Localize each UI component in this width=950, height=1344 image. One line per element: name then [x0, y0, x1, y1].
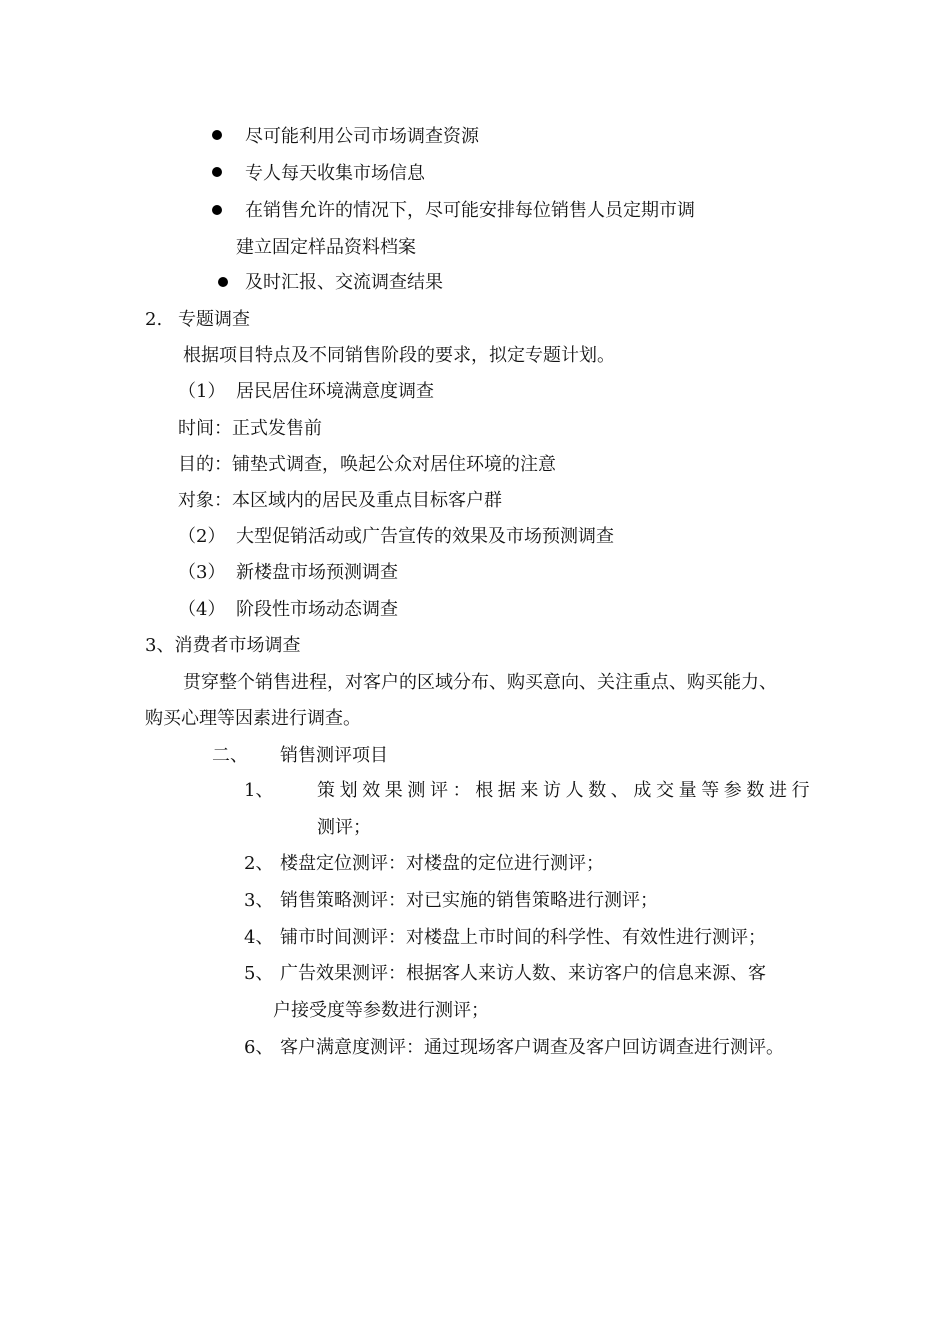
section-body: 购买心理等因素进行调查。 [145, 708, 361, 729]
section-body: 贯穿整个销售进程，对客户的区域分布、购买意向、关注重点、购买能力、 [183, 672, 777, 693]
eval-number: 6、 [244, 1037, 274, 1058]
eval-text: 策划效果测评：根据来访人数、成交量等参数进行 [317, 780, 815, 801]
bullet-text: 专人每天收集市场信息 [245, 163, 425, 184]
item-number: （2） [178, 526, 226, 547]
eval-text-continuation: 户接受度等参数进行测评； [273, 1000, 489, 1021]
bullet-dot [212, 130, 222, 140]
item-number: （4） [178, 599, 226, 620]
item-number: （3） [178, 562, 226, 583]
eval-text-continuation: 测评； [317, 817, 371, 838]
item-text: 新楼盘市场预测调查 [236, 562, 398, 583]
eval-text: 铺市时间测评：对楼盘上市时间的科学性、有效性进行测评； [280, 927, 766, 948]
section-intro: 根据项目特点及不同销售阶段的要求，拟定专题计划。 [183, 345, 615, 366]
bullet-dot [212, 205, 222, 215]
item-text: 大型促销活动或广告宣传的效果及市场预测调查 [236, 526, 614, 547]
eval-text: 销售策略测评：对已实施的销售策略进行测评； [280, 890, 658, 911]
item-text: 居民居住环境满意度调查 [236, 381, 434, 402]
eval-text: 广告效果测评：根据客人来访人数、来访客户的信息来源、客 [280, 963, 766, 984]
bullet-text: 及时汇报、交流调查结果 [245, 272, 443, 293]
eval-number: 2、 [244, 853, 274, 874]
section-heading: 3、消费者市场调查 [145, 635, 301, 656]
bullet-text: 在销售允许的情况下，尽可能安排每位销售人员定期市调 [245, 200, 695, 221]
eval-number: 1、 [244, 780, 274, 801]
eval-number: 4、 [244, 927, 274, 948]
eval-number: 5、 [244, 963, 274, 984]
bullet-text: 尽可能利用公司市场调查资源 [245, 126, 479, 147]
item-detail: 目的：铺垫式调查，唤起公众对居住环境的注意 [178, 454, 556, 475]
section-number: 2. [145, 309, 163, 330]
part-heading: 销售测评项目 [280, 745, 388, 766]
bullet-text-continuation: 建立固定样品资料档案 [236, 237, 416, 258]
eval-text: 客户满意度测评：通过现场客户调查及客户回访调查进行测评。 [280, 1037, 784, 1058]
item-number: （1） [178, 381, 226, 402]
bullet-dot [212, 167, 222, 177]
section-heading: 专题调查 [178, 309, 250, 330]
item-text: 阶段性市场动态调查 [236, 599, 398, 620]
eval-text: 楼盘定位测评：对楼盘的定位进行测评； [280, 853, 604, 874]
item-detail: 对象：本区域内的居民及重点目标客户群 [178, 490, 502, 511]
eval-number: 3、 [244, 890, 274, 911]
bullet-dot [218, 277, 228, 287]
part-number: 二、 [212, 745, 248, 766]
item-detail: 时间：正式发售前 [178, 418, 322, 439]
